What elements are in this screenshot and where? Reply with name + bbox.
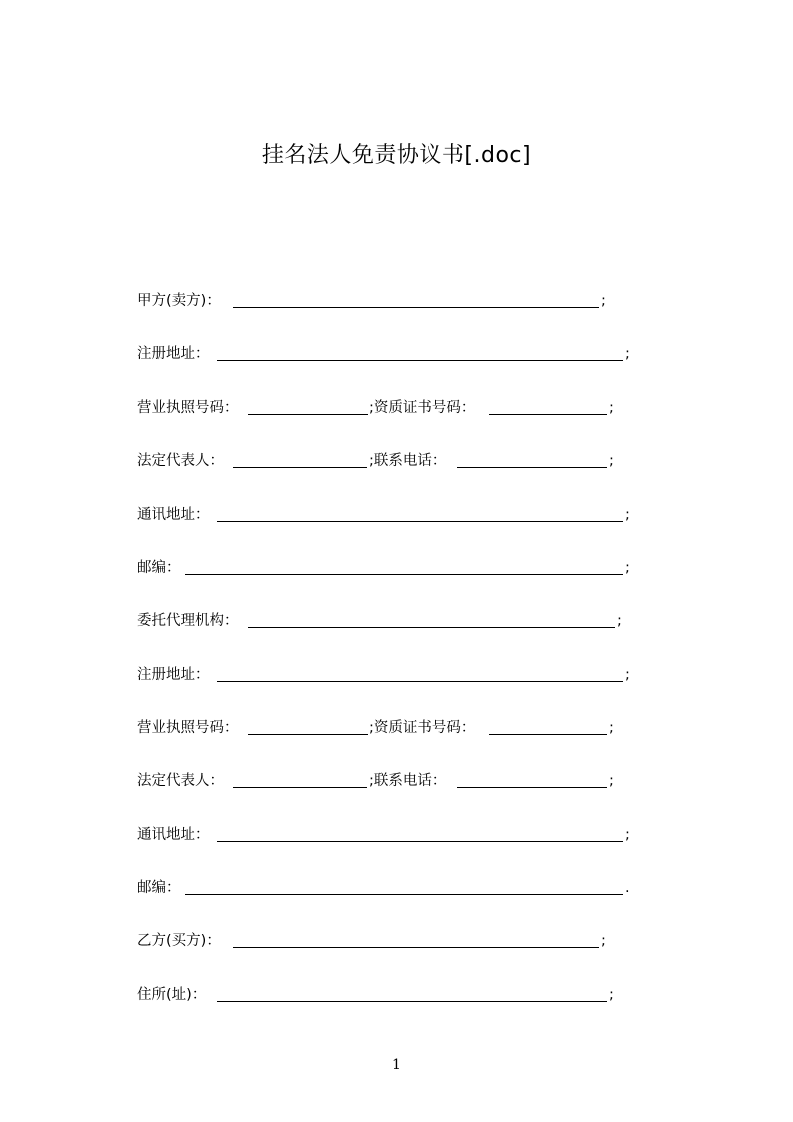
field-label: 邮编： (137, 880, 181, 896)
field-end-mark: ; (609, 987, 614, 1003)
blank-line[interactable] (457, 787, 607, 788)
field-label: 注册地址： (137, 346, 210, 362)
field-end-mark: ; (601, 933, 606, 949)
field-label: 法定代表人： (137, 453, 224, 469)
field-label: 通讯地址： (137, 507, 210, 523)
blank-line[interactable] (233, 307, 599, 308)
blank-line[interactable] (233, 787, 367, 788)
field-mid-label: ;联系电话： (369, 773, 447, 789)
field-end-mark: ; (625, 507, 630, 523)
field-end-mark: . (625, 880, 630, 896)
field-label: 营业执照号码： (137, 720, 239, 736)
field-label: 乙方(买方)： (137, 933, 221, 949)
blank-line[interactable] (248, 414, 368, 415)
field-end-mark: ; (609, 400, 614, 416)
field-end-mark: ; (601, 293, 606, 309)
blank-line[interactable] (185, 574, 623, 575)
blank-line[interactable] (217, 521, 623, 522)
field-label: 注册地址： (137, 667, 210, 683)
blank-line[interactable] (489, 414, 607, 415)
field-label: 营业执照号码： (137, 400, 239, 416)
blank-line[interactable] (185, 894, 623, 895)
field-label: 甲方(卖方)： (137, 293, 221, 309)
field-end-mark: ; (609, 720, 614, 736)
blank-line[interactable] (233, 947, 599, 948)
field-label: 住所(址)： (137, 987, 207, 1003)
field-end-mark: ; (625, 346, 630, 362)
field-label: 通讯地址： (137, 827, 210, 843)
blank-line[interactable] (217, 841, 623, 842)
blank-line[interactable] (217, 681, 623, 682)
field-mid-label: ;资质证书号码： (369, 720, 476, 736)
blank-line[interactable] (457, 467, 607, 468)
field-label: 委托代理机构： (137, 613, 239, 629)
field-end-mark: ; (625, 667, 630, 683)
page-number: 1 (392, 1057, 401, 1073)
blank-line[interactable] (489, 734, 607, 735)
blank-line[interactable] (217, 360, 623, 361)
field-label: 邮编： (137, 560, 181, 576)
field-mid-label: ;资质证书号码： (369, 400, 476, 416)
field-label: 法定代表人： (137, 773, 224, 789)
document-title: 挂名法人免责协议书[.doc] (261, 143, 532, 168)
blank-line[interactable] (233, 467, 367, 468)
blank-line[interactable] (248, 734, 368, 735)
field-mid-label: ;联系电话： (369, 453, 447, 469)
field-end-mark: ; (609, 453, 614, 469)
field-end-mark: ; (617, 613, 622, 629)
blank-line[interactable] (248, 627, 615, 628)
blank-line[interactable] (217, 1001, 607, 1002)
field-end-mark: ; (625, 560, 630, 576)
field-end-mark: ; (625, 827, 630, 843)
field-end-mark: ; (609, 773, 614, 789)
